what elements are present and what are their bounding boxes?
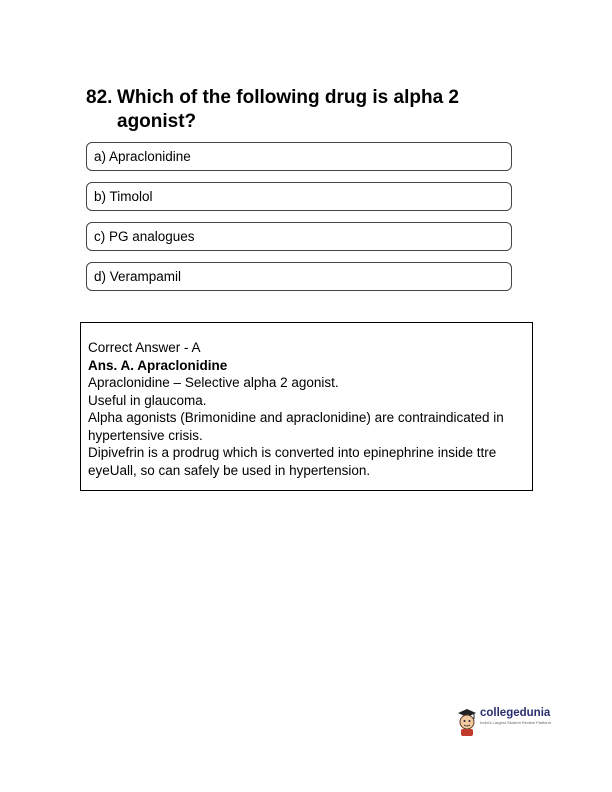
- answer-line: Apraclonidine – Selective alpha 2 agonist.: [88, 375, 339, 390]
- collegedunia-logo: [456, 707, 566, 741]
- answer-line: Dipivefrin is a prodrug which is converted into epinephrine inside ttre eyeUall, so can safely be used in hypertension.: [88, 445, 497, 478]
- answer-box: [80, 322, 533, 491]
- question-text: Which of the following drug is alpha 2 agonist?: [117, 87, 459, 132]
- logo-tagline: India's Largest Student Review Platform: [480, 720, 552, 725]
- correct-answer: Correct Answer - A: [88, 340, 201, 355]
- option-c[interactable]: c) PG analogues: [86, 222, 512, 251]
- student-mascot-icon: [456, 707, 478, 737]
- answer-heading: Ans. A. Apraclonidine: [88, 357, 228, 373]
- answer-line: Useful in glaucoma.: [88, 392, 207, 408]
- option-a[interactable]: a) Apraclonidine: [86, 142, 512, 171]
- logo-brand: collegedunia: [480, 707, 551, 719]
- option-d[interactable]: d) Verampamil: [86, 262, 512, 291]
- question: [86, 86, 526, 134]
- option-b[interactable]: b) Timolol: [86, 182, 512, 211]
- question-number: 82.: [86, 87, 113, 108]
- answer-line: Alpha agonists (Brimonidine and apraclonidine) are contraindicated in hypertensive crisis.: [88, 410, 504, 443]
